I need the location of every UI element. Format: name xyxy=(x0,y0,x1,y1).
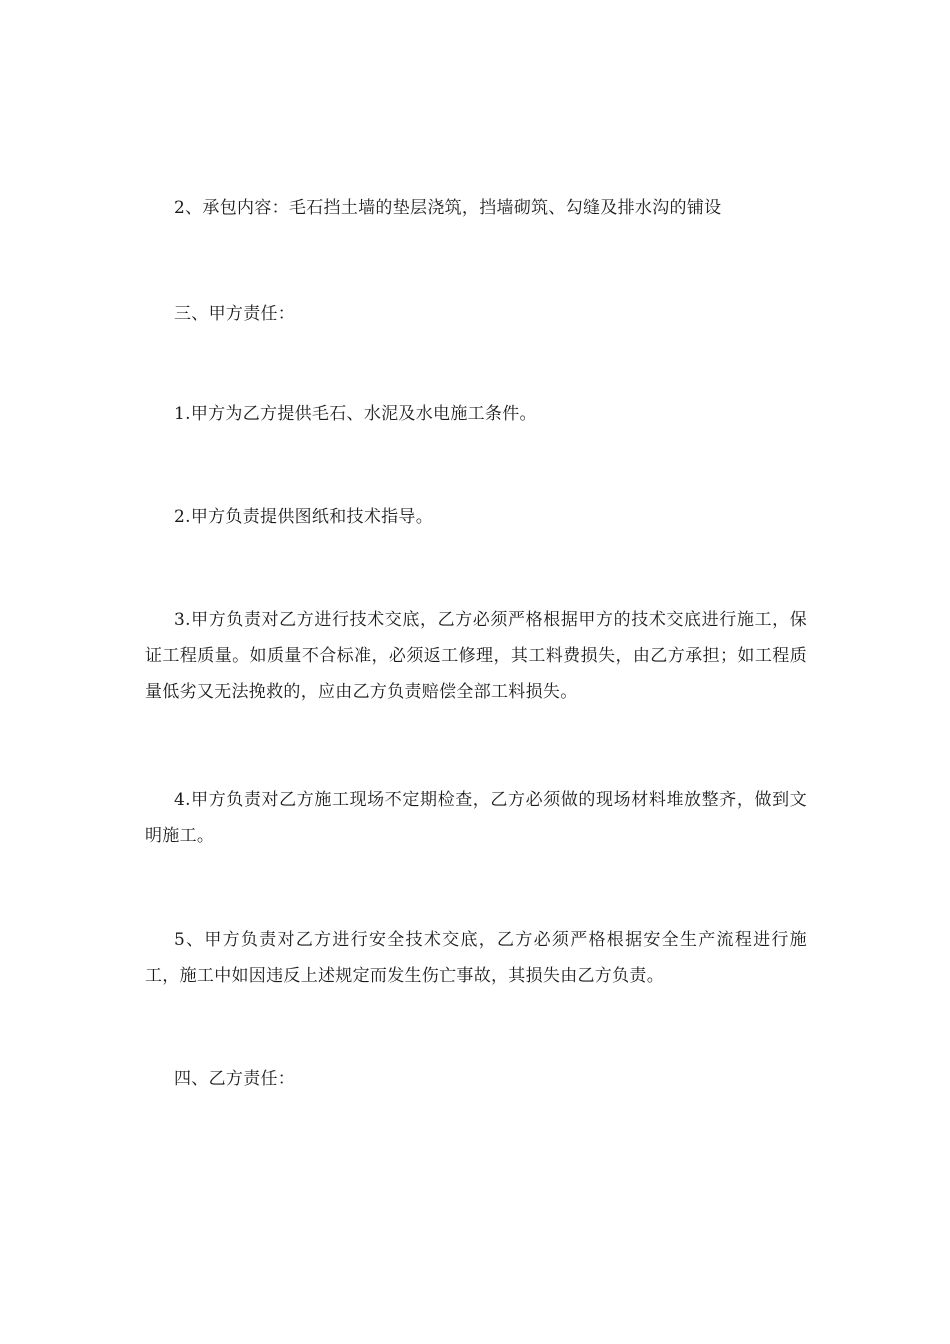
paragraph-party-a-item-3: 3.甲方负责对乙方进行技术交底，乙方必须严格根据甲方的技术交底进行施工，保证工程质量。如质量不合标准，必须返工修理，其工料费损失，由乙方承担；如工程质量低劣又无法挽救的，应由乙方负责赔偿全部工料损失。 xyxy=(145,610,807,702)
heading-party-b-responsibilities: 四、乙方责任： xyxy=(174,1069,296,1089)
paragraph-party-a-item-2: 2.甲方负责提供图纸和技术指导。 xyxy=(174,507,434,527)
paragraph-party-a-item-5: 5、甲方负责对乙方进行安全技术交底，乙方必须严格根据安全生产流程进行施工，施工中如因违反上述规定而发生伤亡事故，其损失由乙方负责。 xyxy=(145,930,807,986)
paragraph-party-a-item-1: 1.甲方为乙方提供毛石、水泥及水电施工条件。 xyxy=(174,404,537,424)
paragraph-contract-scope: 2、承包内容：毛石挡土墙的垫层浇筑，挡墙砌筑、勾缝及排水沟的铺设 xyxy=(174,198,722,218)
paragraph-party-a-item-4: 4.甲方负责对乙方施工现场不定期检查，乙方必须做的现场材料堆放整齐，做到文明施工。 xyxy=(145,790,807,846)
heading-party-a-responsibilities: 三、甲方责任： xyxy=(174,304,296,324)
